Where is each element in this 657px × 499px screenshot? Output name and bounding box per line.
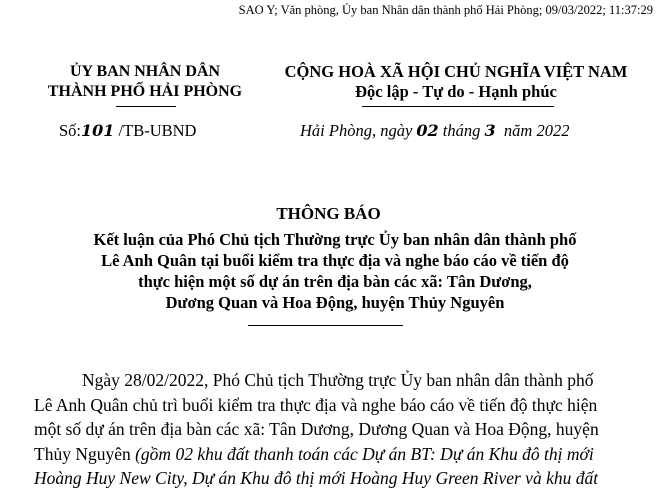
date-month: 3 (484, 121, 496, 140)
body-line: Ngày 28/02/2022, Phó Chủ tịch Thường trực Ủy ban nhân dân thành phố (82, 370, 594, 390)
body-paragraph (34, 368, 644, 491)
agency-line-2: THÀNH PHỐ HẢI PHÒNG (47, 83, 243, 100)
subject-underline (248, 325, 403, 326)
agency-underline (116, 106, 176, 107)
subject-line: thực hiện một số dự án trên địa bàn các xã: Tân Dương, (138, 272, 532, 291)
document-subject (30, 229, 640, 313)
doc-number-suffix: /TB-UBND (118, 121, 197, 140)
body-line: Lê Anh Quân chủ trì buổi kiểm tra thực địa và nghe báo cáo về tiến độ thực hiện (34, 394, 598, 415)
subject-line: Dương Quan và Hoa Động, huyện Thủy Nguyên (165, 293, 505, 312)
doc-number-value: 101 (81, 121, 115, 140)
subject-line: Kết luận của Phó Chủ tịch Thường trực Ủy ban nhân dân thành phố (93, 230, 577, 249)
date-year: năm 2022 (503, 121, 570, 140)
body-italic-text: (gồm 02 khu đất thanh toán các Dự án BT: Dự án Khu đô thị mới (135, 443, 594, 464)
motto: Độc lập - Tự do - Hạnh phúc (355, 82, 557, 101)
date-month-label: tháng (442, 121, 481, 140)
subject-line: Lê Anh Quân tại buổi kiểm tra thực địa và nghe báo cáo về tiến độ (101, 251, 569, 270)
motto-underline (362, 106, 554, 107)
document-number (59, 121, 196, 141)
date-day: 02 (416, 121, 439, 140)
issue-date (300, 121, 569, 141)
doc-number-prefix: Số: (59, 121, 82, 140)
date-place: Hải Phòng, ngày (300, 121, 413, 140)
body-italic-text: Hoàng Huy New City, Dự án Khu đô thị mới Hoàng Huy Green River và khu đất (34, 468, 599, 488)
body-line: một số dự án trên địa bàn các xã: Tân Dương, Dương Quan và Hoa Động, huyện (34, 419, 599, 439)
national-motto (258, 62, 654, 102)
body-line (34, 442, 644, 467)
body-line (34, 466, 644, 491)
digital-signature-stamp: SAO Y; Văn phòng, Ủy ban Nhân dân thành phố Hải Phòng; 09/03/2022; 11:37:29 (238, 3, 653, 17)
nation-name: CỘNG HOÀ XÃ HỘI CHỦ NGHĨA VIỆT NAM (284, 62, 628, 81)
document-title: THÔNG BÁO (276, 204, 381, 223)
issuing-agency (20, 62, 270, 102)
agency-line-1: ỦY BAN NHÂN DÂN (69, 63, 221, 80)
body-text: Thủy Nguyên (34, 443, 136, 464)
